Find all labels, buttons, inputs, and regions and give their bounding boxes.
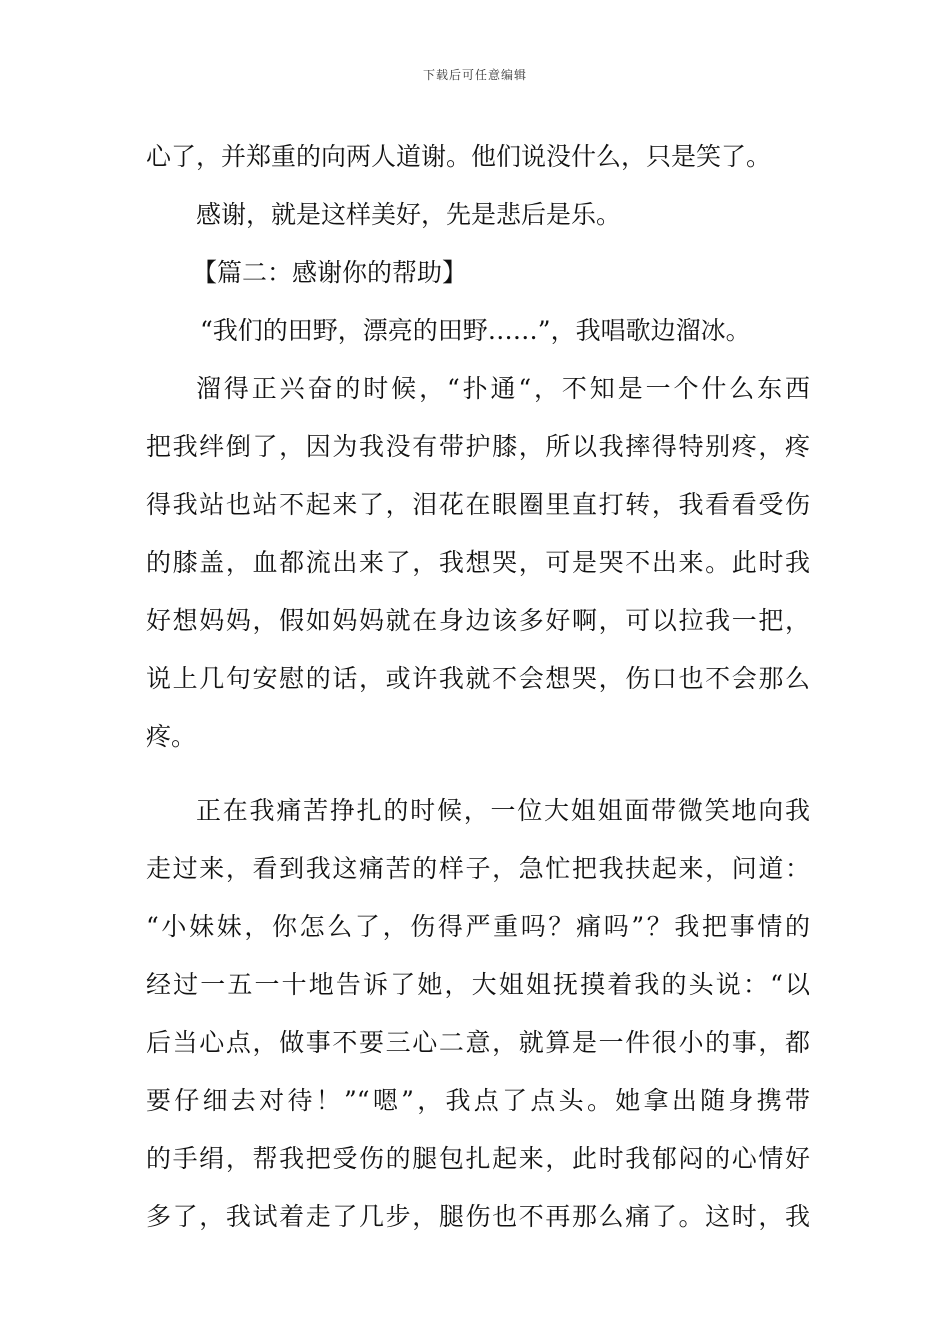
text-line: 的膝盖，血都流出来了，我想哭，可是哭不出来。此时我 <box>146 548 810 577</box>
page-header: 下载后可任意编辑 <box>422 68 527 82</box>
text-line: 多了，我试着走了几步，腿伤也不再那么痛了。这时，我 <box>146 1202 810 1231</box>
text-line: 的手绢，帮我把受伤的腿包扎起来，此时我郁闷的心情好 <box>146 1144 810 1173</box>
document-body <box>146 128 810 1246</box>
text-line: “我们的田野，漂亮的田野……”，我唱歌边溜冰。 <box>200 316 751 345</box>
text-line: 得我站也站不起来了，泪花在眼圈里直打转，我看看受伤 <box>146 490 810 519</box>
text-line: 说上几句安慰的话，或许我就不会想哭，伤口也不会那么 <box>146 664 810 693</box>
text-line: “小妹妹，你怎么了，伤得严重吗？痛吗”？我把事情的 <box>146 912 810 941</box>
text-line: 经过一五一十地告诉了她，大姐姐抚摸着我的头说：“以 <box>146 970 810 999</box>
text-line: 走过来，看到我这痛苦的样子，急忙把我扶起来，问道： <box>146 854 810 883</box>
text-line: 后当心点，做事不要三心二意，就算是一件很小的事，都 <box>146 1028 810 1057</box>
text-line: 疼。 <box>146 722 197 751</box>
section-heading: 【篇二：感谢你的帮助】 <box>192 258 468 287</box>
paragraph-gap <box>146 766 810 782</box>
text-line: 好想妈妈，假如妈妈就在身边该多好啊，可以拉我一把， <box>146 606 810 635</box>
text-line: 溜得正兴奋的时候，“扑通“，不知是一个什么东西 <box>196 374 810 403</box>
text-line: 心了，并郑重的向两人道谢。他们说没什么，只是笑了。 <box>146 142 772 171</box>
text-line: 把我绊倒了，因为我没有带护膝，所以我摔得特别疼，疼 <box>146 432 810 461</box>
text-line: 感谢，就是这样美好，先是悲后是乐。 <box>196 200 622 229</box>
text-line: 要仔细去对待！”“嗯”，我点了点头。她拿出随身携带 <box>146 1086 810 1115</box>
text-line: 正在我痛苦挣扎的时候，一位大姐姐面带微笑地向我 <box>196 796 810 825</box>
